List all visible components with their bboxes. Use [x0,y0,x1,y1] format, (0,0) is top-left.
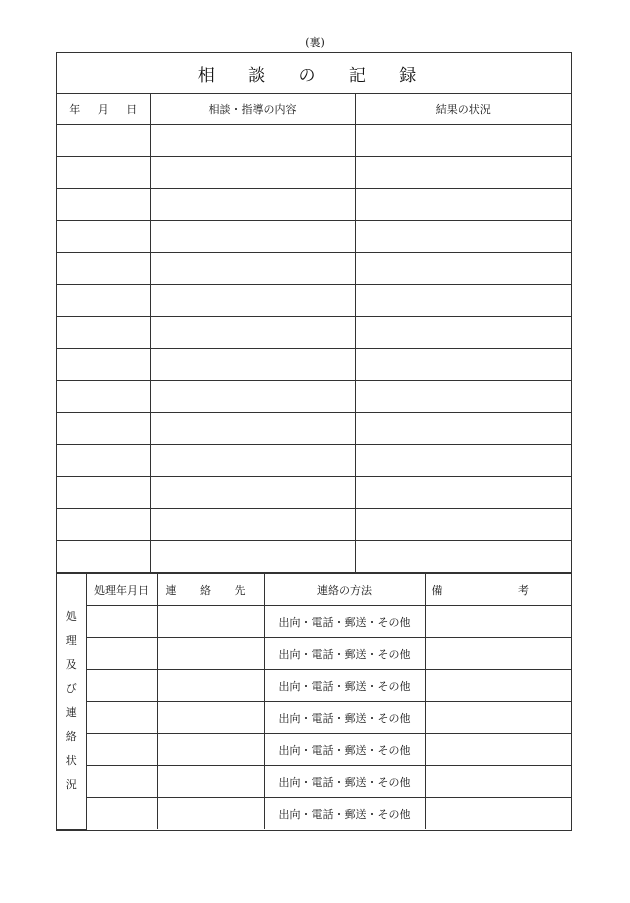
record-row [57,349,571,381]
contact-cell[interactable] [157,798,264,830]
method-options-cell[interactable]: 出向・電話・郵送・その他 [264,702,425,734]
side-label-char: 況 [65,778,77,792]
contact-cell[interactable] [157,638,264,670]
header-result: 結果の状況 [355,94,571,125]
form-title: 相 談 の 記 録 [57,53,571,94]
record-date-cell[interactable] [57,413,150,445]
remarks-cell[interactable] [425,734,571,766]
record-content-cell[interactable] [150,221,355,253]
remarks-cell[interactable] [425,670,571,702]
processing-date-cell[interactable] [86,606,157,638]
record-result-cell[interactable] [355,477,571,509]
record-row [57,125,571,157]
remarks-cell[interactable] [425,638,571,670]
record-content-cell[interactable] [150,285,355,317]
record-result-cell[interactable] [355,253,571,285]
remarks-cell[interactable] [425,798,571,830]
record-date-cell[interactable] [57,349,150,381]
record-date-cell[interactable] [57,509,150,541]
record-date-cell[interactable] [57,189,150,221]
contact-cell[interactable] [157,670,264,702]
method-options-cell[interactable]: 出向・電話・郵送・その他 [264,734,425,766]
processing-date-cell[interactable] [86,702,157,734]
header-remarks: 備 考 [425,574,571,606]
record-row [57,509,571,541]
contact-cell[interactable] [157,766,264,798]
record-date-cell[interactable] [57,285,150,317]
processing-row [57,734,571,766]
method-options-cell[interactable]: 出向・電話・郵送・その他 [264,638,425,670]
header-method: 連絡の方法 [264,574,425,606]
contact-cell[interactable] [157,734,264,766]
record-table [57,53,571,573]
remarks-cell[interactable] [425,606,571,638]
page-side-label: (裏) [305,36,325,49]
record-date-cell[interactable] [57,381,150,413]
side-label-char: 処 [65,610,77,624]
record-date-cell[interactable] [57,221,150,253]
record-row [57,285,571,317]
record-content-cell[interactable] [150,541,355,573]
record-result-cell[interactable] [355,445,571,477]
processing-row [57,670,571,702]
side-label-char: 状 [65,754,77,768]
record-content-cell[interactable] [150,445,355,477]
processing-date-cell[interactable] [86,766,157,798]
record-result-cell[interactable] [355,381,571,413]
record-content-cell[interactable] [150,509,355,541]
header-content: 相談・指導の内容 [150,94,355,125]
contact-cell[interactable] [157,702,264,734]
processing-date-cell[interactable] [86,734,157,766]
side-label-char: 理 [65,634,77,648]
record-row [57,317,571,349]
record-content-cell[interactable] [150,189,355,221]
method-options-cell[interactable]: 出向・電話・郵送・その他 [264,606,425,638]
record-content-cell[interactable] [150,381,355,413]
record-content-cell[interactable] [150,157,355,189]
record-row [57,445,571,477]
record-result-cell[interactable] [355,541,571,573]
record-row [57,541,571,573]
processing-side-label [57,574,86,830]
processing-row [57,638,571,670]
side-label-char: 連 [65,706,77,720]
record-content-cell[interactable] [150,349,355,381]
header-contact: 連 絡 先 [157,574,264,606]
method-options-cell[interactable]: 出向・電話・郵送・その他 [264,766,425,798]
remarks-cell[interactable] [425,766,571,798]
processing-date-cell[interactable] [86,638,157,670]
record-date-cell[interactable] [57,125,150,157]
record-result-cell[interactable] [355,317,571,349]
record-content-cell[interactable] [150,125,355,157]
record-result-cell[interactable] [355,509,571,541]
header-date: 年 月 日 [57,94,150,125]
contact-cell[interactable] [157,606,264,638]
record-row [57,157,571,189]
record-date-cell[interactable] [57,317,150,349]
record-row [57,477,571,509]
record-date-cell[interactable] [57,445,150,477]
record-content-cell[interactable] [150,317,355,349]
processing-row [57,606,571,638]
record-date-cell[interactable] [57,253,150,285]
record-row [57,253,571,285]
record-result-cell[interactable] [355,125,571,157]
record-result-cell[interactable] [355,221,571,253]
record-result-cell[interactable] [355,413,571,445]
header-processing-date: 処理年月日 [86,574,157,606]
record-result-cell[interactable] [355,285,571,317]
record-content-cell[interactable] [150,413,355,445]
record-date-cell[interactable] [57,157,150,189]
record-result-cell[interactable] [355,189,571,221]
side-label-char: 及 [65,658,77,672]
record-row [57,413,571,445]
processing-table [57,573,571,830]
processing-date-cell[interactable] [86,798,157,830]
record-date-cell[interactable] [57,477,150,509]
record-date-cell[interactable] [57,541,150,573]
record-row [57,381,571,413]
method-options-cell[interactable]: 出向・電話・郵送・その他 [264,670,425,702]
processing-row [57,798,571,830]
remarks-cell[interactable] [425,702,571,734]
processing-row [57,766,571,798]
side-label-char: び [65,682,77,696]
consultation-record-form [56,52,572,831]
side-label-char: 絡 [65,730,77,744]
processing-row [57,702,571,734]
record-content-cell[interactable] [150,253,355,285]
processing-date-cell[interactable] [86,670,157,702]
record-row [57,221,571,253]
record-result-cell[interactable] [355,349,571,381]
record-content-cell[interactable] [150,477,355,509]
record-result-cell[interactable] [355,157,571,189]
method-options-cell[interactable]: 出向・電話・郵送・その他 [264,798,425,830]
record-row [57,189,571,221]
